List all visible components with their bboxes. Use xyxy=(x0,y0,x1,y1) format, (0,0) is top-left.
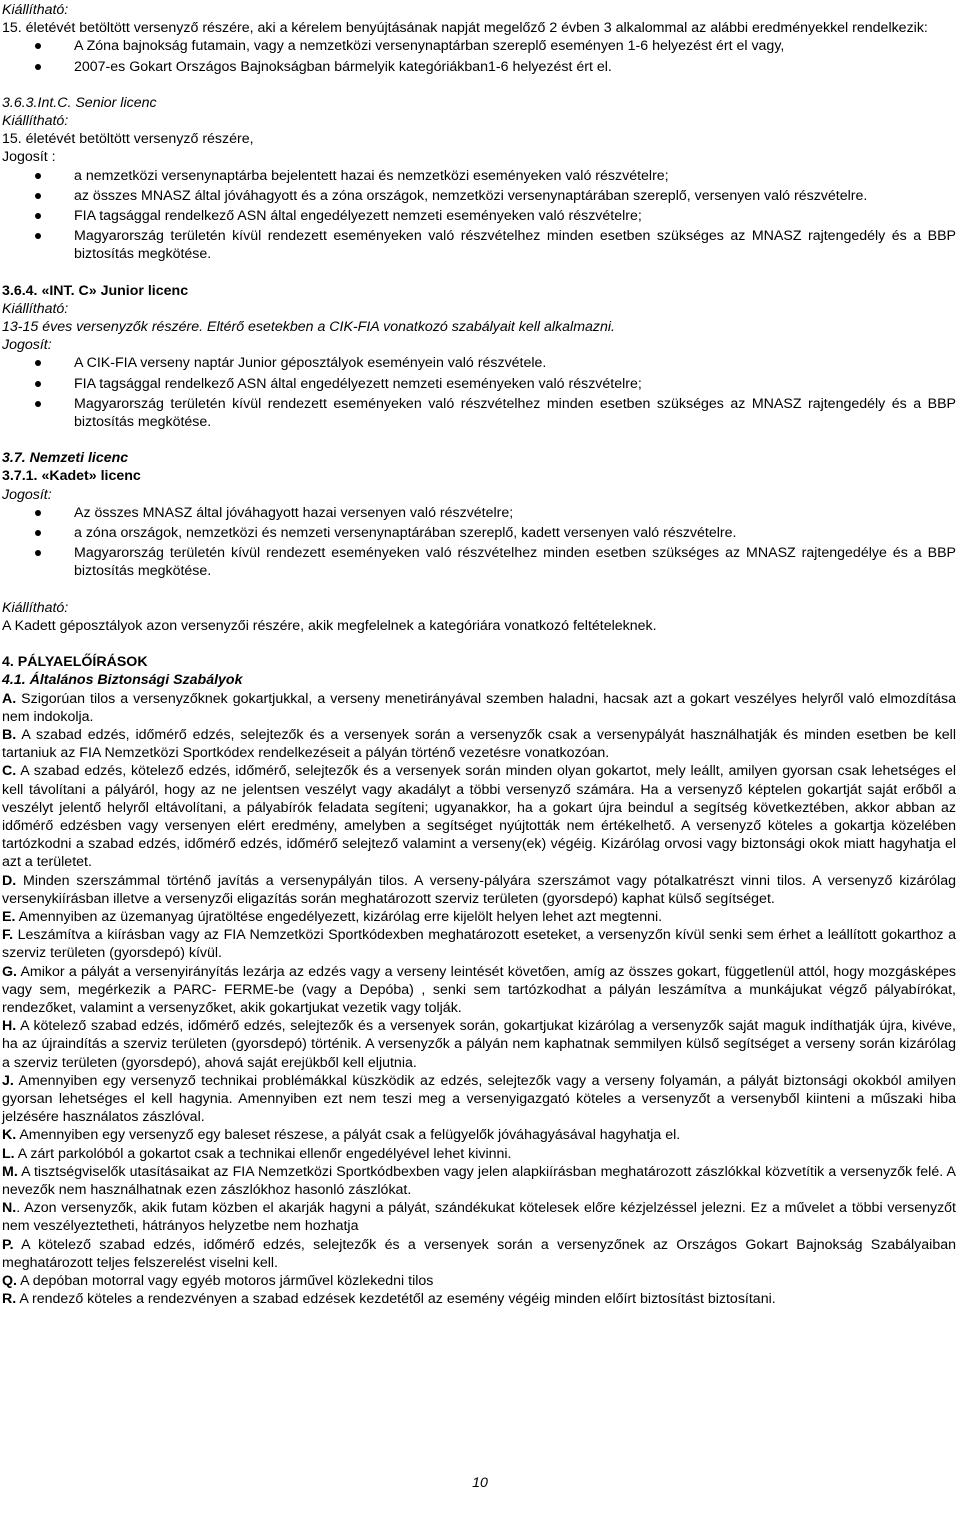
rules-list xyxy=(2,690,956,1309)
list-item: Magyarország területén kívül rendezett eseményeken való részvételhez minden esetben szükséges az MNASZ rajtengedély és a BBP biztosítás megkötése. xyxy=(74,228,956,263)
rule-text: A szabad edzés, kötelező edzés, időmérő, selejtezők és a versenyek során minden olyan gokartot, mely leállt, amilyen gyorsan csak lehetséges el kell távolítani a pályáról, hogy az ne jelentsen veszélyt vagy akadályt a többi versenyző számára. Ha a versenyző képtelen gokartját saját erőből a veszélyt jelentő helyről eltávolítani, a pályabírók feladata segíteni; ugyanakkor, ha a gokart újra beindul a segítség következtében, akkor abban az időmérő edzésben vagy versenyen elért eredmény, amelyben a segítséget nyújtották nem értékelhető. A versenyző köteles a gokartja közelében tartózkodni a szabad edzés, időmérő edzés, időmérő selejtező valamint a verseny(ek) végéig. Kizárólag orvosi vagy biztonsági okok miatt hagyhatja el azt a területet. xyxy=(2,763,956,871)
rule-text: A szabad edzés, időmérő edzés, selejtezők és a versenyek során a versenyzők csak a versenypályát használhatják és minden esetben be kell tartaniuk az FIA Nemzetközi Sportkódex rendelkezéseit a pályán történő vezetésre vonatkozóan. xyxy=(2,726,956,762)
rule-letter: K. xyxy=(2,1127,17,1144)
section-heading-4-1: 4.1. Általános Biztonsági Szabályok xyxy=(2,672,243,689)
rule-text: A depóban motorral vagy egyéb motoros járművel közlekedni tilos xyxy=(16,1273,434,1289)
rule-paragraph xyxy=(2,762,956,871)
chapter-heading-4: 4. PÁLYAELŐÍRÁSOK xyxy=(2,654,148,671)
spacer xyxy=(2,431,956,449)
issued-label: Kiállítható: xyxy=(2,2,69,18)
rule-letter: F. xyxy=(2,927,14,944)
rule-text: A zárt parkolóból a gokartot csak a technikai ellenőr engedélyével lehet kivinni. xyxy=(14,1145,512,1162)
rule-paragraph xyxy=(2,1163,956,1199)
spacer xyxy=(2,264,956,282)
list-item: Az összes MNASZ által jóváhagyott hazai versenyen való részvételre; xyxy=(74,504,956,522)
rule-paragraph xyxy=(2,690,956,726)
rule-letter: R. xyxy=(2,1291,17,1308)
bullet-list xyxy=(2,167,956,264)
bullet-list xyxy=(2,504,956,581)
issued-label: Kiállítható: xyxy=(2,599,69,616)
rule-text: Amikor a pályát a versenyirányítás lezárja az edzés vagy a verseny leintését követően, amíg az összes gokart, függetlenül attól, hogy mozgásképes vagy sem, megérkezik a PARC- FERME-be (vagy a Depóba) , senki sem tartózkodhat a pályán leszámítva a munkájukat végző pályabírókat, rendezőket, valamint a versenyzőket, akik gokartjukat vezetik vagy tolják. xyxy=(2,963,956,1016)
rule-paragraph xyxy=(2,1199,956,1235)
rule-letter: H. xyxy=(2,1018,17,1035)
rule-text: A kötelező szabad edzés, időmérő edzés, selejtezők és a versenyek során a versenyzőnek az Országos Gokart Bajnokság Szabályaiban meghatározott teljes felszerelést viselni kell. xyxy=(2,1236,956,1271)
rule-text: Szigorúan tilos a versenyzőknek gokartjukkal, a verseny menetirányával szemben haladni, hacsak azt a gokart veszélyes helyről való elmozdítása nem indokolja. xyxy=(2,690,956,725)
rule-paragraph xyxy=(2,1272,956,1290)
rule-letter: C. xyxy=(2,763,17,780)
rule-text: A kötelező szabad edzés, időmérő edzés, selejtezők és a versenyek során, gokartjukat kizárólag a versenyzők saját maguk indíthatják újra, kivéve, ha az újraindítás a szerviz területen (gyorsdepó) történik. A versenyzők a pályán nem kaphatnak semmilyen külső segítséget a verseny során kizárólag a szerviz területen (gyorsdepó), ahová saját erejükből kell eljutnia. xyxy=(2,1018,956,1071)
list-item: Magyarország területén kívül rendezett eseményeken való részvételhez minden esetben szükséges az MNASZ rajtengedélye és a BBP biztosítás megkötése. xyxy=(74,545,956,580)
issued-text: A Kadett géposztályok azon versenyzői részére, akik megfelelnek a kategóriára vonatkozó feltételeknek. xyxy=(2,617,657,634)
rule-text: Amennyiben egy versenyző technikai problémákkal küszködik az edzés, selejtezők vagy a verseny folyamán, a pályát biztonsági okokból amilyen gyorsan lehetséges el kell hagynia. Amennyiben ezt nem teszi meg a versenyigazgató köteles a versenyzőt a versenyből kiinteni a műszaki hiba jelzésére használatos zászlóval. xyxy=(2,1072,956,1126)
section-heading-3-6-4: 3.6.4. «INT. C» Junior licenc xyxy=(2,282,189,299)
rule-text: Amennyiben egy versenyző egy baleset részese, a pályát csak a felügyelők jóváhagyásával hagyhatja el. xyxy=(16,1127,681,1144)
rule-letter: A. xyxy=(2,690,17,707)
rule-paragraph xyxy=(2,1236,956,1272)
rule-paragraph xyxy=(2,1290,956,1308)
rule-letter: P. xyxy=(2,1236,14,1253)
page-number: 10 xyxy=(472,1475,488,1491)
spacer xyxy=(2,635,956,653)
section-heading-3-7-1: 3.7.1. «Kadet» licenc xyxy=(2,468,141,485)
list-item: a zóna országok, nemzetközi és nemzeti versenynaptárában szereplő, kadett versenyen való részvételre. xyxy=(74,524,956,542)
rule-text: Amennyiben az üzemanyag újratöltése engedélyezett, kizárólag erre kijelölt helyen lehet azt megtenni. xyxy=(15,908,663,925)
list-item: FIA tagsággal rendelkező ASN által engedélyezett nemzeti eseményeken való részvételre; xyxy=(74,375,956,393)
spacer xyxy=(2,76,956,94)
list-item: 2007-es Gokart Országos Bajnokságban bármelyik kategóriákban1-6 helyezést ért el. xyxy=(74,58,956,76)
bullet-list xyxy=(2,354,956,431)
list-item: A Zóna bajnokság futamain, vagy a nemzetközi versenynaptárban szereplő eseményen 1-6 helyezést ért el vagy, xyxy=(74,37,956,55)
rule-letter: E. xyxy=(2,908,16,925)
rule-paragraph xyxy=(2,908,956,926)
issued-label: Kiállítható: xyxy=(2,113,69,130)
spacer xyxy=(2,581,956,599)
rule-letter: G. xyxy=(2,963,17,980)
bullet-list xyxy=(2,37,956,75)
list-item: a nemzetközi versenynaptárba bejelentett hazai és nemzetközi eseményeken való részvételre; xyxy=(74,167,956,185)
rule-letter: N. xyxy=(2,1200,17,1217)
rule-paragraph xyxy=(2,1072,956,1127)
rule-text: A tisztségviselők utasításaikat az FIA Nemzetközi Sportkódbexben vagy jelen alapkiírásban meghatározott zászlókkal közvetítik a versenyzők felé. A nevezők nem használhatnak ezen zászlókhoz hasonló zászlókat. xyxy=(2,1163,956,1198)
rule-letter: J. xyxy=(2,1072,14,1089)
issued-label: Kiállítható: xyxy=(2,300,69,317)
issued-text: 15. életévét betöltött versenyző részére, aki a kérelem benyújtásának napját megelőző 2 évben 3 alkalommal az alábbi eredményekkel rendelkezik: xyxy=(2,20,928,37)
rule-paragraph xyxy=(2,1017,956,1072)
rule-text: A rendező köteles a rendezvényen a szabad edzések kezdetétől az esemény végéig minden előírt biztosítást biztosítani. xyxy=(16,1291,776,1308)
rule-text: . Azon versenyzők, akik futam közben el akarják hagyni a pályát, szándékukat kötelesek előre kézjelzéssel jelezni. Ez a művelet a többi versenyzőt nem veszélyeztetheti, hátrányos helyzetbe nem hozhatja xyxy=(2,1200,956,1235)
rule-letter: L. xyxy=(2,1145,15,1162)
rule-letter: Q. xyxy=(2,1273,17,1289)
rule-paragraph xyxy=(2,726,956,762)
issued-text: 13-15 éves versenyzők részére. Eltérő esetekben a CIK-FIA vonatkozó szabályait kell alkalmazni. xyxy=(2,319,615,336)
list-item: Magyarország területén kívül rendezett eseményeken való részvételhez minden esetben szükséges az MNASZ rajtengedély és a BBP biztosítás megkötése. xyxy=(74,395,956,431)
list-item: az összes MNASZ által jóváhagyott és a zóna országok, nemzetközi versenynaptárában szereplő, versenyen való részvételre. xyxy=(74,187,956,205)
list-item: FIA tagsággal rendelkező ASN által engedélyezett nemzeti eseményeken való részvételre; xyxy=(74,207,956,225)
rule-paragraph xyxy=(2,872,956,908)
section-heading-3-7: 3.7. Nemzeti licenc xyxy=(2,450,129,467)
rule-paragraph xyxy=(2,963,956,1018)
rule-letter: M. xyxy=(2,1163,18,1180)
rule-letter: B. xyxy=(2,726,17,743)
rule-letter: D. xyxy=(2,872,17,889)
entitles-label: Jogosít: xyxy=(2,337,52,354)
rule-text: Leszámítva a kiírásban vagy az FIA Nemzetközi Sportkódexben meghatározott eseteket, a versenyzőn kívül senki sem érhet a leállított gokarthoz a szerviz területen (gyorsdepó) kívül. xyxy=(2,927,956,962)
list-item: A CIK-FIA verseny naptár Junior géposztályok eseményein való részvétele. xyxy=(74,354,956,372)
entitles-label: Jogosít: xyxy=(2,486,52,503)
section-heading-3-6-3: 3.6.3.Int.C. Senior licenc xyxy=(2,94,157,111)
rule-paragraph xyxy=(2,926,956,962)
issued-text: 15. életévét betöltött versenyző részére, xyxy=(2,131,254,148)
rule-paragraph xyxy=(2,1126,956,1144)
rule-paragraph xyxy=(2,1145,956,1163)
entitles-label: Jogosít : xyxy=(2,149,56,166)
rule-text: Minden szerszámmal történő javítás a versenypályán tilos. A verseny-pályára szerszámot vagy pótalkatrészt vinni tilos. A versenyző kizárólag versenykiírásban illetve a versenyzői eligazítás során meghatározott szerviz területen (gyorsdepó) kaphat külső segítséget. xyxy=(2,872,956,907)
